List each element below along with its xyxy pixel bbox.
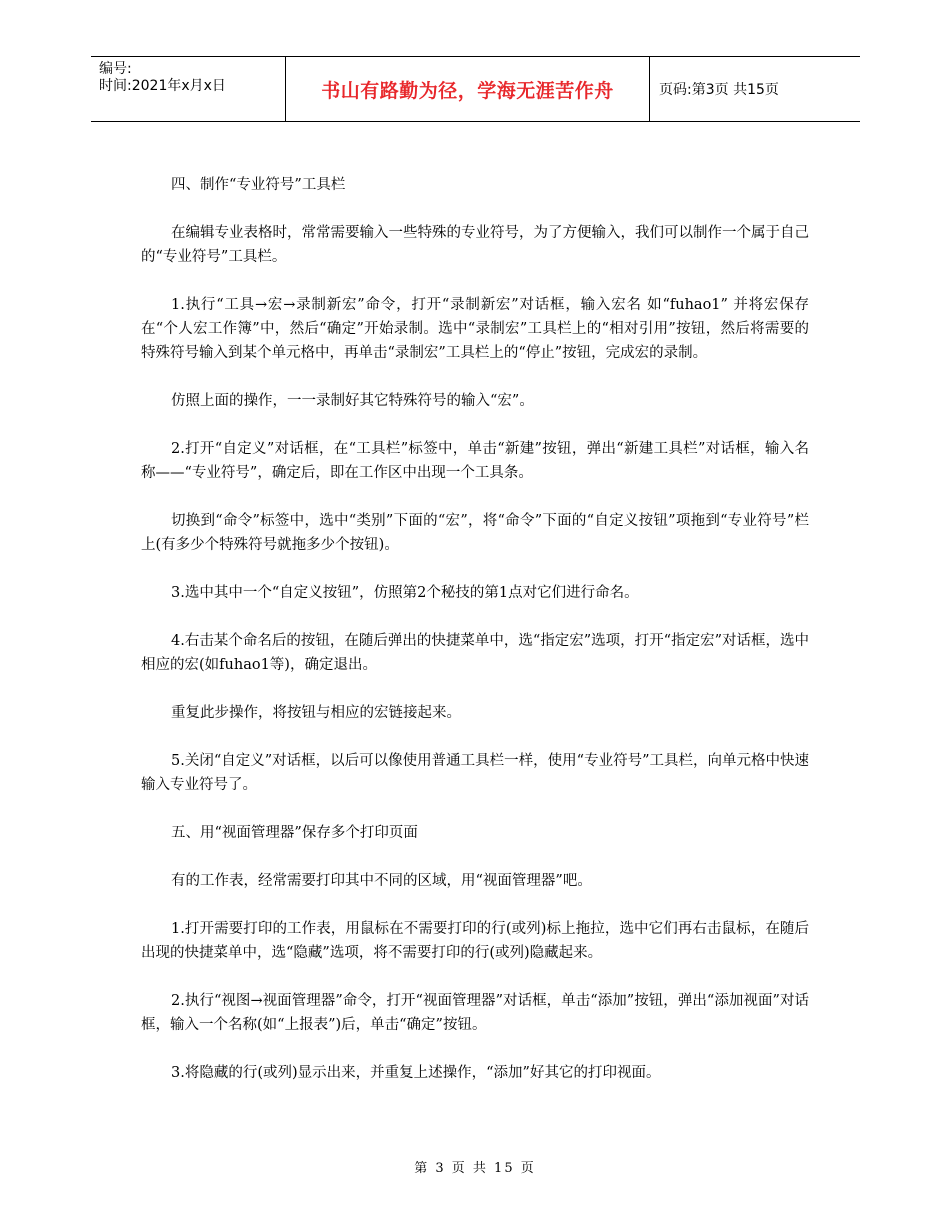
header-meta	[91, 57, 286, 121]
document-time-label: 时间:2021年x月x日	[99, 78, 226, 94]
paragraph: 2.打开“自定义”对话框，在“工具栏”标签中，单击“新建”按钮，弹出“新建工具栏”对话框，输入名称——“专业符号”，确定后，即在工作区中出现一个工具条。	[141, 441, 809, 481]
paragraph: 在编辑专业表格时，常常需要输入一些特殊的专业符号，为了方便输入，我们可以制作一个属于自己的“专业符号”工具栏。	[141, 225, 809, 265]
paragraph: 仿照上面的操作，一一录制好其它特殊符号的输入“宏”。	[171, 393, 534, 409]
paragraph: 重复此步操作，将按钮与相应的宏链接起来。	[171, 705, 461, 721]
paragraph: 3.选中其中一个“自定义按钮”，仿照第2个秘技的第1点对它们进行命名。	[171, 585, 639, 601]
section-heading: 四、制作“专业符号”工具栏	[171, 177, 346, 193]
paragraph: 2.执行“视图→视面管理器”命令，打开“视面管理器”对话框，单击“添加”按钮，弹出“添加视面”对话框，输入一个名称(如“上报表”)后，单击“确定”按钮。	[141, 993, 809, 1033]
page-footer: 第 3 页 共 15 页	[414, 1161, 536, 1176]
header-motto: 书山有路勤为径，学海无涯苦作舟	[286, 57, 650, 121]
paragraph: 5.关闭“自定义”对话框，以后可以像使用普通工具栏一样，使用“专业符号”工具栏，向单元格中快速输入专业符号了。	[141, 753, 809, 793]
header-page-info: 页码:第3页 共15页	[659, 82, 779, 98]
document-number-label: 编号:	[99, 61, 132, 77]
paragraph: 4.右击某个命名后的按钮，在随后弹出的快捷菜单中，选“指定宏”选项，打开“指定宏”对话框，选中相应的宏(如fuhao1等)，确定退出。	[141, 633, 809, 673]
document-body	[141, 173, 809, 1109]
paragraph: 有的工作表，经常需要打印其中不同的区域，用“视面管理器”吧。	[171, 873, 592, 889]
paragraph: 3.将隐藏的行(或列)显示出来，并重复上述操作，“添加”好其它的打印视面。	[171, 1065, 661, 1081]
paragraph: 1.打开需要打印的工作表，用鼠标在不需要打印的行(或列)标上拖拉，选中它们再右击鼠标，在随后出现的快捷菜单中，选“隐藏”选项，将不需要打印的行(或列)隐藏起来。	[141, 921, 809, 961]
page-header	[91, 56, 860, 122]
section-heading: 五、用“视面管理器”保存多个打印页面	[171, 825, 418, 841]
paragraph: 1.执行“工具→宏→录制新宏”命令，打开“录制新宏”对话框，输入宏名 如“fuhao1” 并将宏保存在“个人宏工作簿”中，然后“确定”开始录制。选中“录制宏”工具栏上的“相对引用”按钮，然后将需要的特殊符号输入到某个单元格中，再单击“录制宏”工具栏上的“停止”按钮，完成宏的录制。	[141, 297, 809, 361]
paragraph: 切换到“命令”标签中，选中“类别”下面的“宏”，将“命令”下面的“自定义按钮”项拖到“专业符号”栏上(有多少个特殊符号就拖多少个按钮)。	[141, 513, 809, 553]
